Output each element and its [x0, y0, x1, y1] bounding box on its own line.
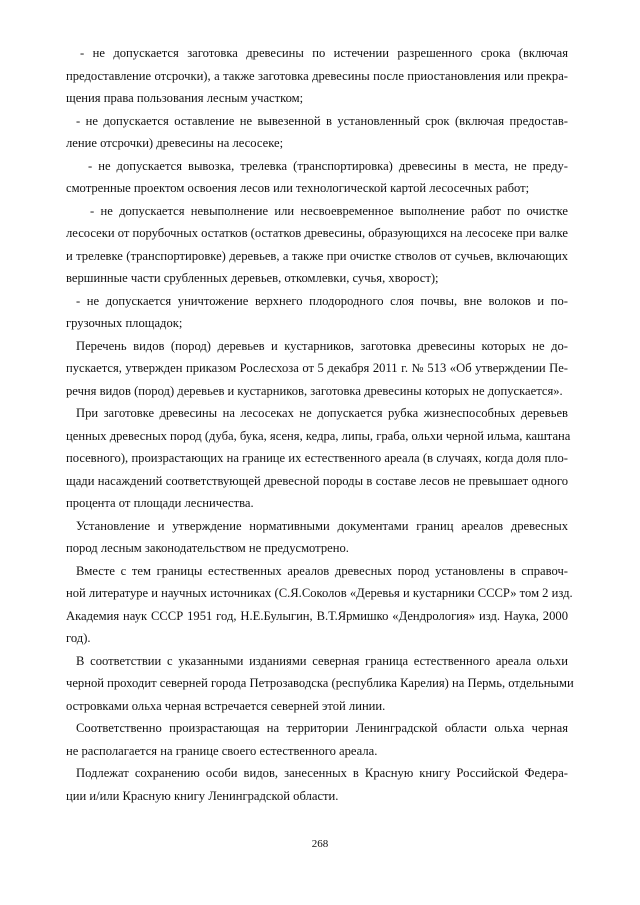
- text-line: - не допускается невыполнение или несвоевременное выполнение работ по очистке: [90, 203, 568, 218]
- text-line: ление отсрочки) древесины на лесосеке;: [66, 136, 284, 150]
- text-line: Установление и утверждение нормативными документами границ ареалов древесных: [76, 518, 568, 533]
- paragraph: [66, 290, 568, 335]
- page-number: 268: [311, 838, 329, 850]
- text-line: щения права пользования лесным участком;: [66, 91, 304, 105]
- text-line: Перечень видов (пород) деревьев и кустарников, заготовка древесины которых не до-: [76, 338, 568, 353]
- text-line: черной проходит северней города Петрозаводска (республика Карелия) на Пермь, отдельными: [66, 676, 574, 690]
- text-line: Вместе с тем границы естественных ареалов древесных пород установлены в справоч-: [76, 563, 568, 578]
- paragraph: [66, 155, 568, 200]
- text-line: процента от площади лесничества.: [66, 496, 254, 510]
- text-line: и трелевке (транспортировке) деревьев, а также при очистке стволов от сучьев, включающих: [66, 248, 568, 263]
- text-line: ценных древесных пород (дуба, бука, ясеня, кедра, липы, граба, ольхи черной ильма, каштана: [66, 428, 571, 443]
- paragraph: [66, 110, 568, 155]
- paragraph: [66, 402, 571, 515]
- text-line: В соответствии с указанными изданиями северная граница естественного ареала ольхи: [76, 653, 568, 668]
- text-line: - не допускается заготовка древесины по истечении разрешенного срока (включая: [80, 46, 568, 60]
- text-line: ной литературе и научных источниках (С.Я.Соколов «Деревья и кустарники СССР» том 2 изд.: [66, 586, 573, 600]
- text-line: - не допускается уничтожение верхнего плодородного слоя почвы, вне волоков и по-: [76, 293, 568, 308]
- text-line: лесосеки от порубочных остатков (остатков древесины, образующихся на лесосеке при валке: [66, 226, 568, 240]
- text-line: предоставление отсрочки), а также заготовка древесины после приостановления или прекра-: [66, 68, 568, 83]
- text-line: пускается, утвержден приказом Рослесхоза от 5 декабря 2011 г. № 513 «Об утверждении Пе-: [66, 361, 568, 375]
- text-line: - не допускается оставление не вывезенной в установленный срок (включая предостав-: [76, 113, 568, 128]
- paragraph: [66, 650, 574, 718]
- paragraph: [66, 762, 568, 807]
- text-line: вершинные части срубленных деревьев, откомлевки, сучья, хворост);: [66, 271, 439, 285]
- text-line: речня видов (пород) деревьев и кустарников, заготовка древесины которых не допускается».: [66, 383, 563, 398]
- text-line: смотренные проектом освоения лесов или технологической картой лесосечных работ;: [66, 181, 530, 195]
- paragraph: [66, 200, 568, 290]
- text-line: посевного), произрастающих на границе их естественного ареала (в случаях, когда доля пло-: [66, 451, 568, 465]
- paragraph: [66, 515, 568, 560]
- text-line: - не допускается вывозка, трелевка (транспортировка) древесины в места, не преду-: [88, 158, 568, 173]
- text-line: год).: [66, 631, 91, 645]
- text-line: Соответственно произрастающая на территории Ленинградской области ольха черная: [76, 721, 568, 735]
- paragraph: [66, 560, 573, 650]
- paragraph: [66, 717, 568, 762]
- text-line: ции и/или Красную книгу Ленинградской области.: [66, 788, 339, 803]
- text-line: пород лесным законодательством не предусмотрено.: [66, 541, 349, 555]
- paragraph: [66, 42, 568, 110]
- text-line: Академия наук СССР 1951 год, Н.Е.Булыгин, В.Т.Ярмишко «Дендрология» изд. Наука, 2000: [66, 608, 568, 623]
- text-line: не располагается на границе своего естественного ареала.: [66, 743, 378, 758]
- text-line: щади насаждений соответствующей древесной породы в составе лесов не превышает одного: [66, 473, 568, 488]
- document-body: [66, 42, 574, 807]
- paragraph: [66, 335, 568, 403]
- text-line: островками ольха черная встречается северней этой линии.: [66, 698, 386, 713]
- text-line: При заготовке древесины на лесосеках не допускается рубка жизнеспособных деревьев: [76, 406, 568, 420]
- text-line: грузочных площадок;: [66, 316, 183, 330]
- text-line: Подлежат сохранению особи видов, занесенных в Красную книгу Российской Федера-: [76, 766, 568, 780]
